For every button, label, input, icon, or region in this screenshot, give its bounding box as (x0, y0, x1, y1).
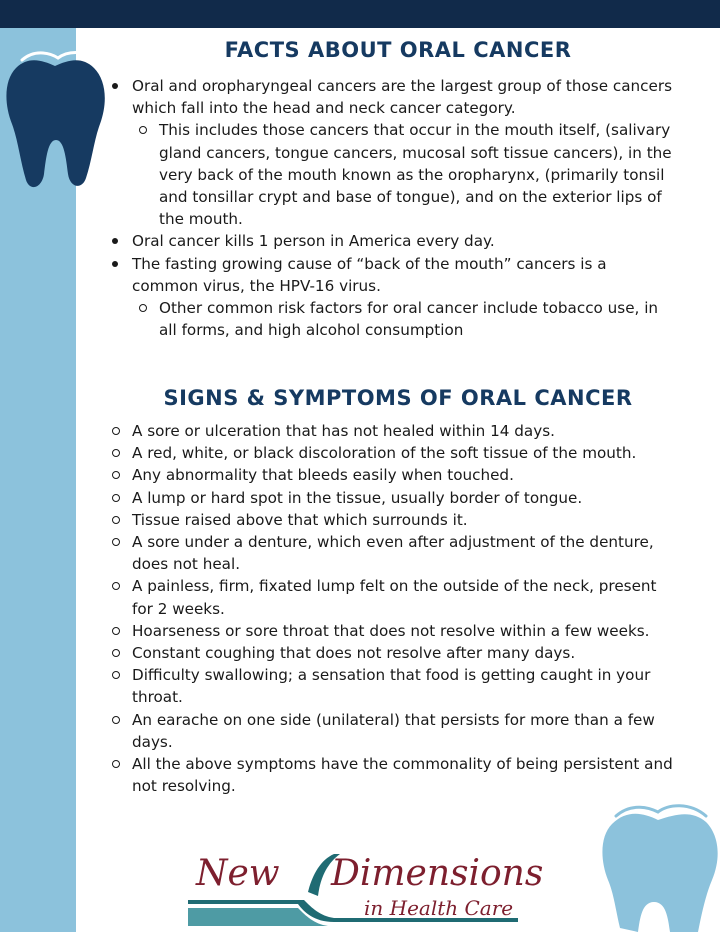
list-item: Constant coughing that does not resolve after many days. (108, 642, 674, 664)
sub-list-item: Other common risk factors for oral cancer include tobacco use, in all forms, and high alcohol consumption (132, 297, 674, 341)
list-item: Any abnormality that bleeds easily when touched. (108, 464, 674, 486)
list-item (108, 75, 674, 230)
sub-list (132, 119, 674, 230)
company-logo (188, 846, 544, 926)
list-item: A sore or ulceration that has not healed within 14 days. (108, 420, 674, 442)
logo-tagline: in Health Care (364, 896, 514, 920)
facts-heading: FACTS ABOUT ORAL CANCER (224, 38, 572, 62)
list-item-text: The fasting growing cause of “back of the mouth” cancers is a common virus, the HPV-16 virus. (132, 254, 607, 295)
list-item: A painless, firm, fixated lump felt on the outside of the neck, present for 2 weeks. (108, 575, 674, 619)
signs-heading: SIGNS & SYMPTOMS OF ORAL CANCER (163, 386, 633, 410)
list-item (108, 253, 674, 342)
list-item: Hoarseness or sore throat that does not resolve within a few weeks. (108, 620, 674, 642)
sub-list (132, 297, 674, 341)
tooth-icon (596, 794, 720, 932)
list-item: Oral cancer kills 1 person in America every day. (108, 230, 674, 252)
signs-list (108, 420, 674, 797)
list-item-text: Oral and oropharyngeal cancers are the largest group of those cancers which fall into the head and neck cancer category. (132, 77, 672, 118)
top-bar (0, 0, 720, 28)
facts-list (108, 75, 674, 341)
list-item: Difficulty swallowing; a sensation that food is getting caught in your throat. (108, 664, 674, 708)
list-item: A sore under a denture, which even after adjustment of the denture, does not heal. (108, 531, 674, 575)
list-item: Tissue raised above that which surrounds it. (108, 509, 674, 531)
logo-word-new: New (196, 853, 280, 894)
sub-list-item: This includes those cancers that occur in the mouth itself, (salivary gland cancers, tongue cancers, mucosal soft tissue cancers), in the very back of the mouth known as the oropharynx, (primarily tonsil and tonsillar crypt and base of tongue), and on the exterior lips of the mouth. (132, 119, 674, 230)
list-item: An earache on one side (unilateral) that persists for more than a few days. (108, 709, 674, 753)
tooth-icon (2, 40, 108, 190)
logo-word-dimensions: Dimensions (331, 853, 544, 894)
list-item: All the above symptoms have the commonality of being persistent and not resolving. (108, 753, 674, 797)
list-item: A red, white, or black discoloration of the soft tissue of the mouth. (108, 442, 674, 464)
list-item: A lump or hard spot in the tissue, usually border of tongue. (108, 487, 674, 509)
